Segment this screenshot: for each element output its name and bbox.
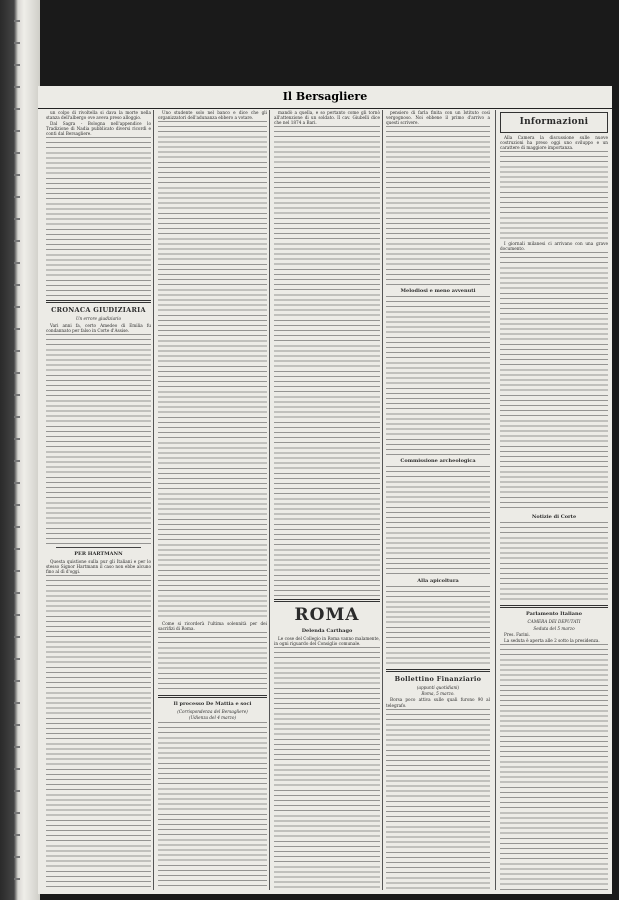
section-title-roma: ROMA bbox=[294, 605, 360, 626]
binding-stitch bbox=[14, 328, 20, 330]
binding-stitch bbox=[14, 790, 20, 792]
binding-stitch bbox=[14, 746, 20, 748]
article-text: mandò a quella, e so pertanto come gli tornò all'attenzione di un soldato. Il cav. Giubelli dice che nel 1874 a Bari. bbox=[274, 110, 380, 126]
text-block bbox=[386, 586, 490, 666]
section-heading: Bollettino Finanziario bbox=[394, 675, 482, 684]
column-divider bbox=[269, 110, 270, 890]
text-block bbox=[274, 126, 380, 596]
binding-stitch bbox=[14, 658, 20, 660]
article-text: Come si ricorderà l'ultima solennità per dei sacrifizi di Roma. bbox=[158, 621, 267, 632]
binding-stitch bbox=[14, 636, 20, 638]
text-block bbox=[500, 522, 608, 602]
binding-stitch bbox=[14, 482, 20, 484]
column-1 bbox=[46, 110, 151, 890]
binding-stitch bbox=[14, 262, 20, 264]
section-rule bbox=[46, 300, 151, 303]
binding-stitch bbox=[14, 284, 20, 286]
binding-stitch bbox=[14, 218, 20, 220]
binding-stitch bbox=[14, 108, 20, 110]
binding-stitch bbox=[14, 196, 20, 198]
section-heading: Delenda Carthago bbox=[301, 628, 353, 635]
text-block bbox=[386, 126, 490, 286]
binding-stitch bbox=[14, 768, 20, 770]
text-block bbox=[46, 137, 151, 297]
newspaper-title: Il Bersagliere bbox=[282, 90, 368, 103]
masthead bbox=[38, 86, 612, 109]
informazioni-box bbox=[500, 112, 608, 133]
section-subheading: Seduta del 5 marzo bbox=[533, 625, 575, 631]
text-block bbox=[386, 466, 490, 576]
article-text: Dal Sagra - Bologna nell'appendice lo Tradizione di Nadia pubblicato diversi ricordi e conti dal Bersagliere. bbox=[46, 121, 151, 137]
text-block bbox=[158, 121, 267, 621]
article-text: Uno studente solo nel banco e dice che gli organizzatori dell'adunanza ebbero a votare. bbox=[158, 110, 267, 121]
dateline: Roma, 5 marzo. bbox=[421, 691, 455, 697]
article-text: un colpo di rivoltella si dava la morte nella stanza dell'albergo ove aveva preso alloggio. bbox=[46, 110, 151, 121]
binding-stitch bbox=[14, 570, 20, 572]
column-divider bbox=[382, 110, 383, 890]
section-rule bbox=[500, 605, 608, 608]
section-heading: Informazioni bbox=[519, 117, 589, 127]
text-block bbox=[500, 252, 608, 512]
article-text: La seduta è aperta alle 2 sotto la presidenza. bbox=[504, 637, 600, 643]
binding-stitch bbox=[14, 20, 20, 22]
column-2 bbox=[158, 110, 267, 890]
binding-stitch bbox=[14, 438, 20, 440]
binding-stitch bbox=[14, 130, 20, 132]
article-text: Vari anni fa, certo Amedeo di Emilia fu condannato per falso in Corte d'Assise. bbox=[46, 322, 151, 333]
binding-stitch bbox=[14, 394, 20, 396]
binding-stitch bbox=[14, 174, 20, 176]
text-block bbox=[386, 296, 490, 456]
column-4 bbox=[386, 110, 490, 890]
newspaper-page bbox=[38, 86, 612, 894]
binding-stitch bbox=[14, 878, 20, 880]
section-heading: PER HARTMANN bbox=[74, 550, 123, 557]
article-text: Borsa poco attiva sulle quali furono 90 al telegrafo. bbox=[386, 697, 490, 708]
section-subheading: (Udienza del 4 marzo) bbox=[188, 715, 237, 721]
binding-stitch bbox=[14, 460, 20, 462]
section-rule bbox=[274, 599, 380, 602]
separator bbox=[56, 547, 141, 548]
text-block bbox=[158, 632, 267, 692]
column-divider bbox=[153, 110, 154, 890]
column-divider bbox=[495, 110, 496, 890]
binding-stitch bbox=[14, 350, 20, 352]
binding-stitch bbox=[14, 306, 20, 308]
article-text: Questa quistione sulla pur gli Italiani e per lo stesso Signor Hartmann il caso non ebbe alcuno fino al dì d'oggi. bbox=[46, 558, 151, 574]
binding-stitch bbox=[14, 504, 20, 506]
binding-stitch bbox=[14, 856, 20, 858]
text-block bbox=[46, 575, 151, 890]
section-heading: Il processo De Mattia e soci bbox=[173, 701, 252, 708]
binding-stitch bbox=[14, 416, 20, 418]
binding-stitch bbox=[14, 724, 20, 726]
text-block bbox=[500, 644, 608, 890]
binding-stitch bbox=[14, 526, 20, 528]
binding-stitch bbox=[14, 86, 20, 88]
text-block bbox=[386, 709, 490, 890]
section-heading: Notizie di Corte bbox=[531, 514, 577, 521]
binding-stitch bbox=[14, 592, 20, 594]
article-text: I giornali milanesi ci arrivano con una grave documento. bbox=[500, 241, 608, 252]
binding-stitch bbox=[14, 834, 20, 836]
binding-stitch bbox=[14, 372, 20, 374]
article-text: pensiero di farla finita con un Istituto così vergognoso. Noi ebbene il primo d'arrivo a questi scrivere. bbox=[386, 110, 490, 126]
binding-stitch bbox=[14, 680, 20, 682]
binding-stitch bbox=[14, 152, 20, 154]
section-subheading: (Corrispondenza del Bersagliere) bbox=[177, 709, 248, 715]
text-block bbox=[46, 334, 151, 544]
section-heading: Melodiosi e meno avvenuti bbox=[400, 288, 476, 295]
article-text: Pres. Farini. bbox=[504, 631, 530, 637]
article-text: Alla Camera la discussione sulle nuove costruzioni ha preso oggi uno sviluppo e un carattere di maggiore importanza. bbox=[500, 135, 608, 151]
section-heading: Alla apicoltura bbox=[417, 578, 459, 585]
column-3 bbox=[274, 110, 380, 890]
section-heading: Parlamento Italiano bbox=[525, 611, 583, 618]
section-subheading: CAMERA DEI DEPUTATI bbox=[527, 619, 581, 625]
section-subheading: Un errore giudiziario bbox=[75, 316, 121, 322]
binding-stitch bbox=[14, 702, 20, 704]
binding-stitch bbox=[14, 240, 20, 242]
binding-stitch bbox=[14, 812, 20, 814]
section-rule bbox=[158, 695, 267, 698]
text-block bbox=[500, 151, 608, 241]
section-rule bbox=[386, 669, 490, 672]
binding-stitch bbox=[14, 42, 20, 44]
section-heading: CRONACA GIUDIZIARIA bbox=[51, 306, 146, 315]
binding-edge bbox=[0, 0, 40, 900]
section-subheading: (appunti quotidiani) bbox=[416, 685, 460, 691]
binding-stitch bbox=[14, 614, 20, 616]
text-block bbox=[274, 647, 380, 890]
column-5 bbox=[500, 110, 608, 890]
binding-stitch bbox=[14, 64, 20, 66]
binding-stitch bbox=[14, 548, 20, 550]
text-block bbox=[158, 722, 267, 890]
section-heading: Commissione archeologica bbox=[400, 458, 476, 465]
article-text: Le cose del Collegio in Roma vanno malamente, in ogni riguardo del Consiglio comunale. bbox=[274, 636, 380, 647]
